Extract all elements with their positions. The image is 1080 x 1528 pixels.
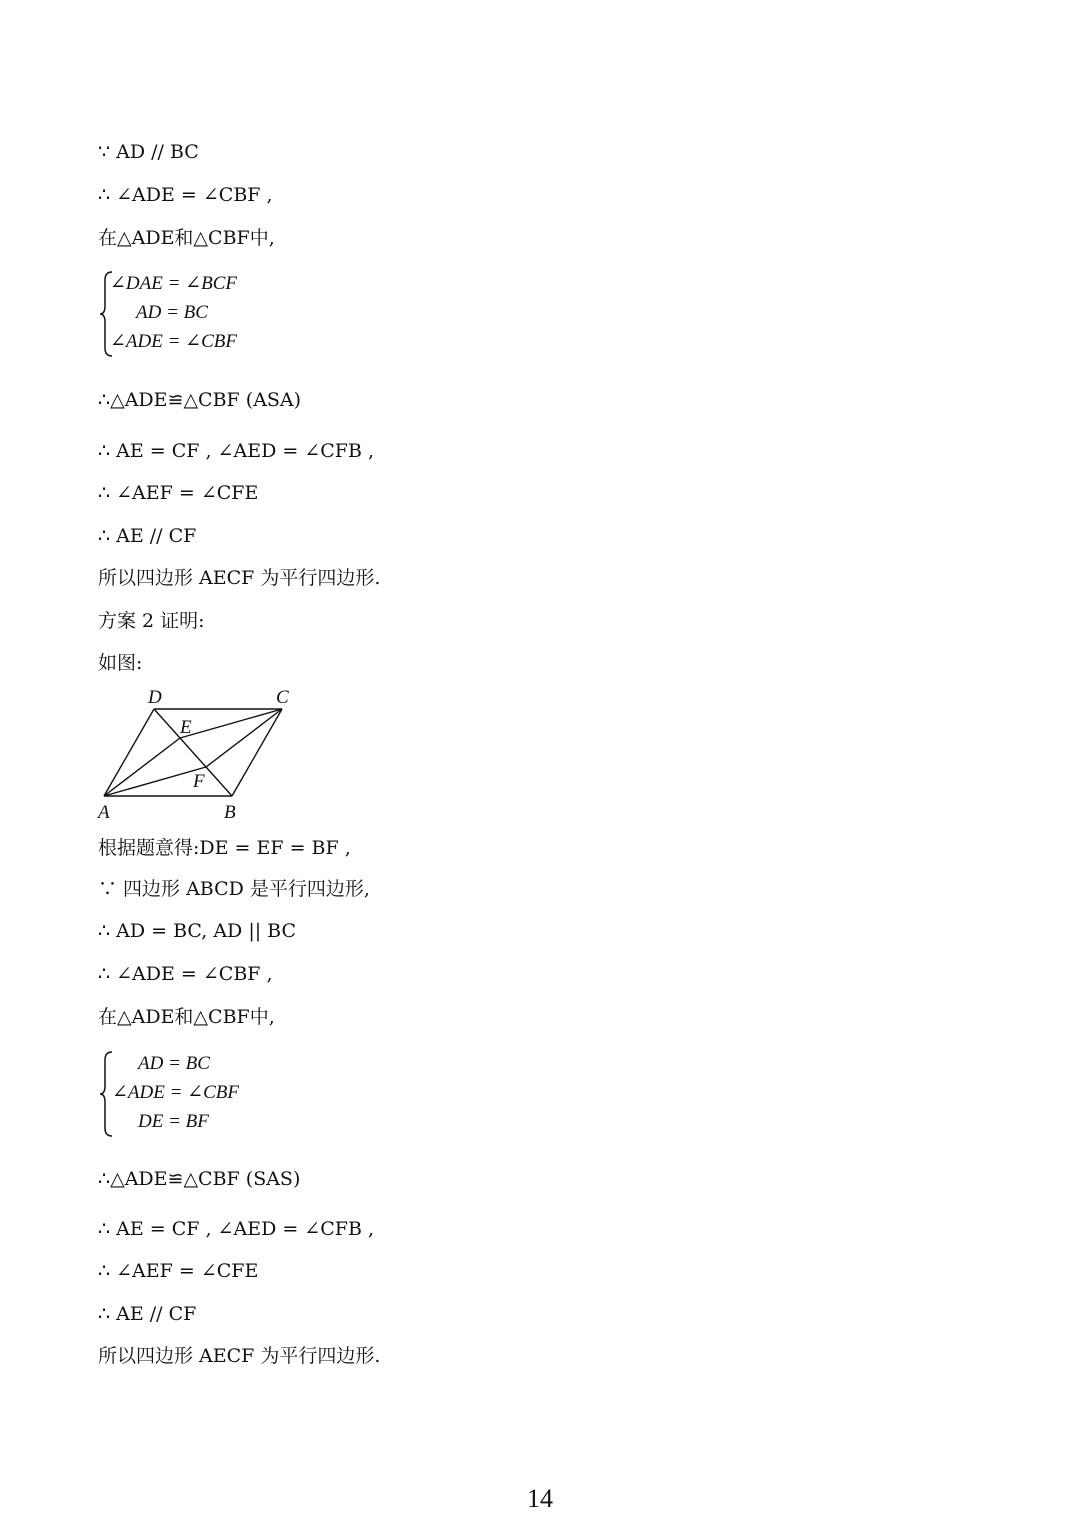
proof-line: ∴ AE // CF — [98, 525, 197, 547]
proof-line: 所以四边形 AECF 为平行四边形. — [98, 567, 381, 589]
proof-line: 如图: — [98, 652, 143, 674]
system-row: ∠ADE = ∠CBF — [112, 1082, 239, 1103]
proof-line: ∴ ∠AEF = ∠CFE — [98, 482, 259, 504]
segment-af — [104, 767, 206, 796]
parallelogram-figure — [96, 684, 306, 824]
system-row: AD = BC — [136, 302, 208, 323]
proof-line: ∵ AD // BC — [98, 141, 199, 163]
page-number: 14 — [527, 1484, 553, 1513]
system-row: ∠ADE = ∠CBF — [110, 331, 237, 352]
proof-line: ∴ AE = CF , ∠AED = ∠CFB , — [98, 440, 374, 462]
proof-line: ∴ ∠AEF = ∠CFE — [98, 1260, 259, 1282]
proof-line: ∴ ∠ADE = ∠CBF , — [98, 184, 273, 206]
proof-line: ∴ AE = CF , ∠AED = ∠CFB , — [98, 1218, 374, 1240]
segment-fc — [206, 709, 282, 767]
label-e: E — [180, 717, 192, 738]
segment-ae — [104, 738, 180, 796]
segment-ec — [180, 709, 282, 738]
proof-line: 所以四边形 AECF 为平行四边形. — [98, 1345, 381, 1367]
proof-line: ∴ ∠ADE = ∠CBF , — [98, 963, 273, 985]
proof-line: 在△ADE和△CBF中, — [98, 227, 275, 249]
label-a: A — [98, 802, 110, 823]
label-d: D — [148, 687, 162, 708]
edge-da — [104, 709, 154, 796]
proof-line: ∴△ADE≌△CBF (ASA) — [98, 389, 302, 411]
proof-line: ∵ 四边形 ABCD 是平行四边形, — [98, 878, 370, 900]
proof-line: 根据题意得:DE = EF = BF , — [98, 837, 351, 859]
label-f: F — [193, 771, 205, 792]
system-row: ∠DAE = ∠BCF — [110, 273, 237, 294]
proof-line: 在△ADE和△CBF中, — [98, 1006, 275, 1028]
equation-system-2 — [100, 1050, 360, 1138]
proof-line: ∴△ADE≌△CBF (SAS) — [98, 1168, 301, 1190]
proof-line: ∴ AE // CF — [98, 1303, 197, 1325]
label-b: B — [224, 802, 236, 823]
edge-bc — [232, 709, 282, 796]
equation-system-1 — [100, 270, 360, 358]
system-row: DE = BF — [138, 1111, 209, 1132]
proof-line: ∴ AD = BC, AD || BC — [98, 920, 297, 942]
proof-line: 方案 2 证明: — [98, 610, 205, 632]
label-c: C — [276, 687, 289, 708]
system-row: AD = BC — [138, 1053, 210, 1074]
